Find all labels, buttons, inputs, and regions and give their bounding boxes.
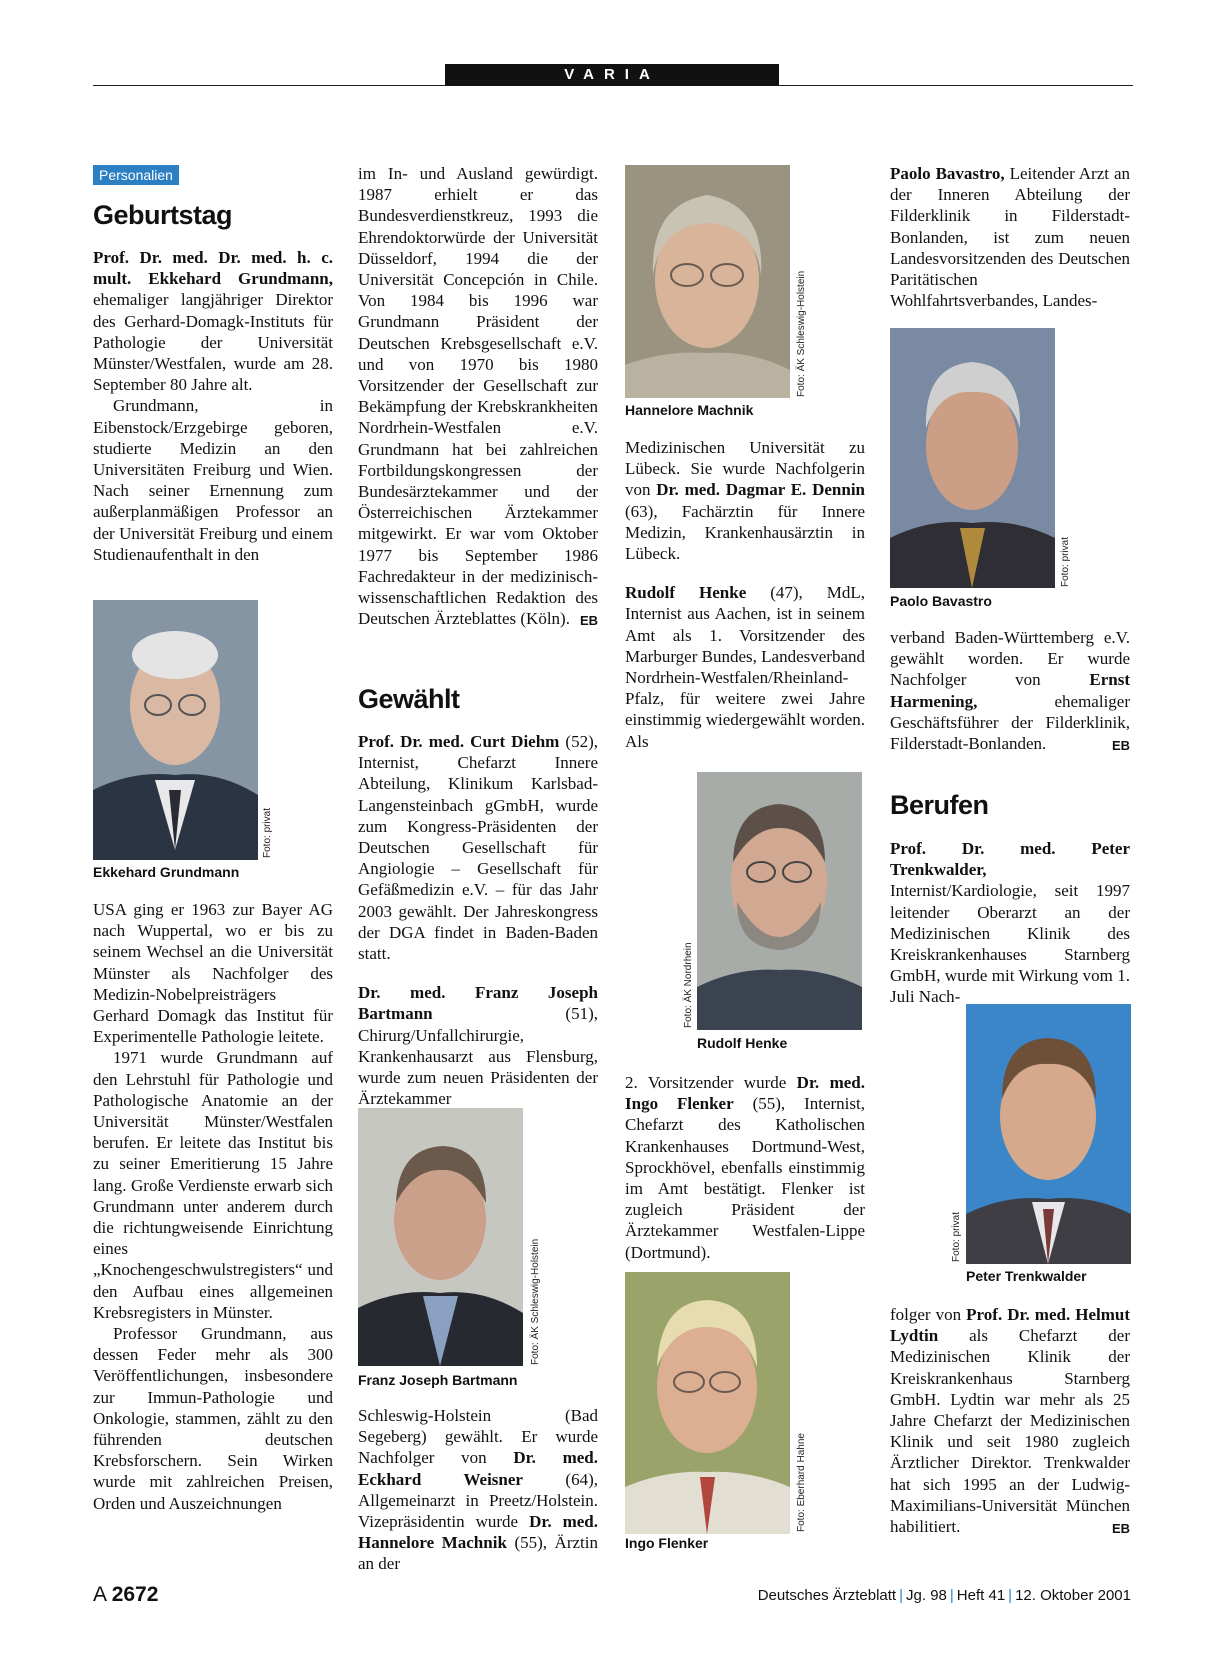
person-name: Prof. Dr. med. Dr. med. h. c. mult. Ekkehard Grundmann, xyxy=(93,248,333,289)
section-label: VARIA xyxy=(445,64,779,86)
column-4-lower xyxy=(890,838,1130,1008)
person-name: Dr. med. Eckhard Weisner xyxy=(358,1448,598,1489)
paragraph xyxy=(890,838,1130,1008)
separator: | xyxy=(899,1587,904,1604)
person-name: Prof. Dr. med. Helmut Lydtin xyxy=(890,1305,1131,1346)
paragraph xyxy=(358,1405,598,1575)
photo-flenker xyxy=(625,1272,790,1534)
photo-credit: Foto: ÄK Nordrhein xyxy=(683,942,694,1028)
paragraph-text: Internist/Kardiologie, seit 1997 leitender Oberarzt an der Medizinischen Klinik des Kreiskrankenhauses Starnberg GmbH, wurde mit Wirkung vom 1. Juli Nach- xyxy=(890,881,1130,1007)
paragraph xyxy=(890,163,1130,311)
paragraph: USA ging er 1963 zur Bayer AG nach Wuppertal, wo er bis zu seinem Wechsel an die Universität Münster als Nachfolger des Medizin-Nobelpreisträgers Gerhard Domagk das Institut für Experimentelle Pathologie leitete. xyxy=(93,900,333,1047)
person-name: Rudolf Henke xyxy=(625,583,747,603)
paragraph-text: (55), Ärztin an der xyxy=(358,1533,598,1574)
paragraph-text: ehemaliger langjähriger Direktor des Gerhard-Domagk-Instituts für Pathologie der Universität Münster/Westfalen, wurde am 28. September 80 Jahre alt. xyxy=(93,290,333,395)
person-name: Dr. med. Ingo Flenker xyxy=(625,1073,865,1114)
column-2-bottom xyxy=(358,1405,598,1575)
separator: | xyxy=(949,1587,954,1604)
paragraph xyxy=(358,163,598,629)
portrait-image xyxy=(966,1004,1131,1264)
photo-credit: Foto: privat xyxy=(951,1211,962,1262)
photo-credit: Foto: privat xyxy=(1060,536,1071,587)
column-2-top xyxy=(358,163,598,631)
author-initials: EB xyxy=(1111,738,1130,754)
person-name: Dr. med. Hannelore Machnik xyxy=(358,1512,598,1553)
paragraph xyxy=(890,1304,1130,1537)
paragraph-text: (55), Internist, Chefarzt des Katholischen Krankenhauses Dortmund-West, Sprockhövel, ebenfalls einstimmig im Amt bestätigt. Flenker ist zugleich Präsident der Ärztekammer Westfalen-Lippe (Dortmund). xyxy=(625,1094,865,1262)
portrait-image xyxy=(890,328,1055,588)
photo-bavastro xyxy=(890,328,1055,588)
page-number-value: 2672 xyxy=(111,1583,159,1606)
paragraph-text: 2. Vorsitzender wurde xyxy=(625,1073,797,1092)
paragraph-text: verband Baden-Württemberg e.V. gewählt worden. Er wurde Nachfolger von xyxy=(890,628,1130,690)
photo-bartmann xyxy=(358,1108,523,1366)
portrait-image xyxy=(93,600,258,860)
paragraph-text: (52), Internist, Chefarzt Innere Abteilung, Klinikum Karlsbad-Langensteinbach gGmbH, wurde zum Kongress-Präsidenten der Deutschen Gesellschaft für Angiologie – Gesellschaft für Gefäßmedizin e.V. – für das Jahr 2003 gewählt. Der Jahreskongress der DGA findet in Baden-Baden statt. xyxy=(358,732,598,964)
person-name: Prof. Dr. med. Curt Diehm xyxy=(358,732,560,751)
portrait-image xyxy=(697,772,862,1030)
person-name: Paolo Bavastro, xyxy=(890,164,1005,183)
paragraph-text: folger von xyxy=(890,1305,967,1324)
author-initials: EB xyxy=(1111,1521,1130,1537)
journal-name: Deutsches Ärzteblatt xyxy=(757,1587,897,1604)
photo-caption-bartmann: Franz Joseph Bartmann xyxy=(358,1372,518,1388)
paragraph: 1971 wurde Grundmann auf den Lehrstuhl für Pathologie und Pathologische Anatomie an der Universität Münster/Westfalen berufen. Er leitete das Institut bis zu seiner Emeritierung 15 Jahre lang. Große Verdienste erwarb sich Grundmann unter anderem durch die richtungweisende Einrichtung eines „Knochengeschwulstregisters“ und den Aufbau eines allgemeinen Krebsregisters in Münster. xyxy=(93,1048,333,1322)
photo-credit: Foto: Eberhard Hahne xyxy=(796,1433,807,1532)
paragraph-text: (47), MdL, Internist aus Aachen, ist in seinem Amt als 1. Vorsitzender des Marburger Bundes, Landesverband Nordrhein-Westfalen/Rheinland-Pfalz, für weitere zwei Jahre einstimmig wiedergewählt worden. Als xyxy=(625,583,866,751)
person-name: Dr. med. Franz Joseph Bartmann xyxy=(358,983,598,1024)
paragraph: Professor Grundmann, aus dessen Feder mehr als 300 Veröffentlichungen, insbesondere zur Immun-Pathologie und Onkologie, stammen, zählt zu den führenden deutschen Krebsforschern. Sein Wirken wurde mit zahlreichen Preisen, Orden und Auszeichnungen xyxy=(93,1324,333,1513)
column-3-top xyxy=(625,437,865,752)
paragraph-text: als Chefarzt der Medizinischen Klinik der Kreiskrankenhaus Starnberg GmbH. Lydtin war mehr als 25 Jahre Chefarzt der Medizinischen Klinik und seit 1980 zugleich Ärztlicher Direktor. Trenkwalder hat sich 1995 an der Ludwig-Maximilians-Universität München habilitiert. xyxy=(890,1326,1130,1537)
portrait-image xyxy=(358,1108,523,1366)
person-name: Ernst Harmening, xyxy=(890,670,1130,711)
paragraph-text: Leitender Arzt an der Inneren Abteilung der Filderklinik in Filderstadt-Bonlanden, ist zum neuen Landesvorsitzenden des Deutschen Paritätischen Wohlfahrtsverbandes, Landes- xyxy=(890,164,1130,311)
paragraph-text: Schleswig-Holstein (Bad Segeberg) gewählt. Er wurde Nachfolger von xyxy=(358,1406,598,1468)
photo-caption-machnik: Hannelore Machnik xyxy=(625,402,754,418)
kicker-personalien: Personalien xyxy=(93,165,179,185)
paragraph-text: Medizinischen Universität zu Lübeck. Sie wurde Nachfolgerin von xyxy=(625,438,865,500)
photo-credit: Foto: ÄK Schleswig-Holstein xyxy=(530,1238,541,1365)
separator: | xyxy=(1008,1587,1013,1604)
paragraph-text: ehemaliger Geschäftsführer der Filderklinik, Filderstadt-Bonlanden. xyxy=(890,691,1130,754)
page-number xyxy=(93,1583,158,1607)
photo-machnik xyxy=(625,165,790,398)
paragraph-text: (64), Allgemeinarzt in Preetz/Holstein. Vizepräsidentin wurde xyxy=(358,1469,598,1532)
column-4-middle xyxy=(890,627,1130,756)
photo-caption-bavastro: Paolo Bavastro xyxy=(890,593,992,609)
paragraph xyxy=(625,1072,865,1263)
column-1-bottom xyxy=(93,899,333,1514)
column-4-bottom xyxy=(890,1304,1130,1539)
paragraph xyxy=(625,582,865,752)
photo-grundmann xyxy=(93,600,258,860)
column-2-middle xyxy=(358,731,598,1109)
journal-issue: Heft 41 xyxy=(956,1587,1006,1604)
person-name: Dr. med. Dagmar E. Dennin xyxy=(656,480,865,500)
portrait-image xyxy=(625,1272,790,1534)
journal-info xyxy=(758,1587,1131,1604)
column-3-middle xyxy=(625,1072,865,1263)
column-1-top xyxy=(93,247,333,565)
paragraph xyxy=(358,982,598,1109)
photo-caption-flenker: Ingo Flenker xyxy=(625,1535,709,1551)
photo-caption-henke: Rudolf Henke xyxy=(697,1035,788,1051)
journal-volume: Jg. 98 xyxy=(906,1587,947,1604)
paragraph: Grundmann, in Eibenstock/Erzgebirge geboren, studierte Medizin an den Universitäten Freiburg und Wien. Nach seiner Ernennung zum außerplanmäßigen Professor an der Universität Freiburg und einem Studienaufenthalt in den xyxy=(93,396,333,564)
photo-caption-trenkwalder: Peter Trenkwalder xyxy=(966,1268,1087,1284)
heading-gewaehlt: Gewählt xyxy=(358,684,460,714)
photo-caption-grundmann: Ekkehard Grundmann xyxy=(93,864,240,880)
author-initials: EB xyxy=(579,613,598,629)
paragraph-text: (63), Fachärztin für Innere Medizin, Krankenhausärztin in Lübeck. xyxy=(625,501,865,564)
column-4-top xyxy=(890,163,1130,311)
photo-credit: Foto: ÄK Schleswig-Holstein xyxy=(796,270,807,397)
paragraph xyxy=(625,437,865,564)
photo-credit: Foto: privat xyxy=(262,807,273,858)
paragraph-text: (51), Chirurg/Unfallchirurgie, Krankenhausarzt aus Flensburg, wurde zum neuen Präsidenten der Ärztekammer xyxy=(358,1004,598,1109)
paragraph xyxy=(358,731,598,964)
photo-henke xyxy=(697,772,862,1030)
paragraph xyxy=(93,247,333,395)
portrait-image xyxy=(625,165,790,398)
person-name: Prof. Dr. med. Peter Trenkwalder, xyxy=(890,839,1130,880)
paragraph xyxy=(890,627,1130,754)
heading-berufen: Berufen xyxy=(890,790,989,820)
paragraph-text: im In- und Ausland gewürdigt. 1987 erhielt er das Bundesverdienstkreuz, 1993 die Ehrendoktorwürde der Universität Düsseldorf, 1994 die der Universität Concepción in Chile. Von 1984 bis 1996 war Grundmann Präsident der Deutschen Krebsgesellschaft e.V. und von 1970 bis 1980 Vorsitzender der Gesellschaft zur Bekämpfung der Krebskrankheiten Nordrhein-Westfalen e.V. Grundmann hat bei zahlreichen Fortbildungskongressen der Bundesärztekammer und der Österreichischen Ärztekammer mitgewirkt. Er war vom Oktober 1977 bis September 1986 Fachredakteur in der medizinisch-wissenschaftlichen Redaktion des Deutschen Ärzteblattes (Köln). xyxy=(358,164,598,629)
photo-trenkwalder xyxy=(966,1004,1131,1264)
journal-date: 12. Oktober 2001 xyxy=(1015,1587,1131,1604)
heading-geburtstag: Geburtstag xyxy=(93,200,233,230)
page-prefix: A xyxy=(93,1583,106,1606)
